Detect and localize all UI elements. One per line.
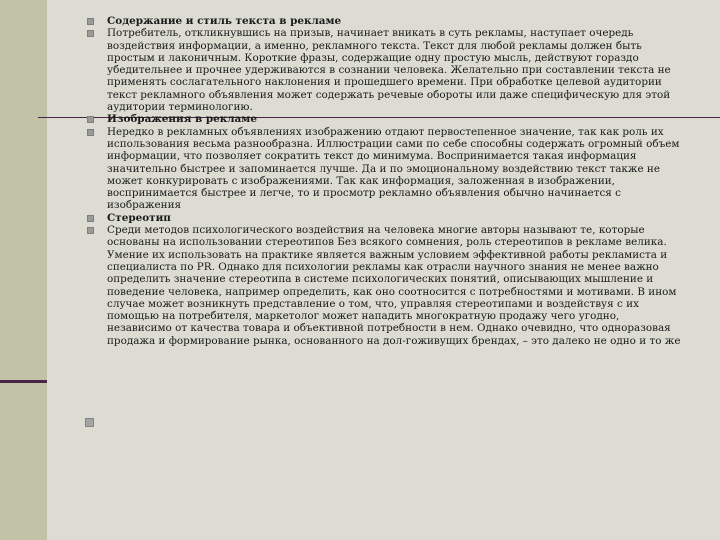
heading-advertising-text xyxy=(86,15,686,27)
sidebar-accent-line xyxy=(0,380,47,383)
heading-text: Изображения в рекламе xyxy=(107,113,257,126)
paragraph-text: Среди методов психологического воздействия на человека многие авторы называют те, которые основаны на использовании стереотипов Без всякого сомнения, роль стереотипов в рекламе велика. Умение их использовать на практике является важным условием эффективной работы рекламиста и специалиста по PR. Однако для психологии рекламы как отрасли научного знания не менее важно определить значение стереотипа в системе психологических понятий, описывающих мышление и поведение человека, например определить, как оно соотносится с потребностями и мотивами. В ином случае может возникнуть представление о том, что, управляя стереотипами и воздействуя с их помощью на потребителя, маркетолог может нападить многократную продажу чего угодно, независимо от качества товара и объективной потребности в нем. Однако очевидно, что одноразовая продажа и формирование рынка, основанного на дол-гоживущих брендах, – это далеко не одно и то же xyxy=(107,224,681,347)
bullet-square-icon xyxy=(87,18,94,25)
heading-text: Содержание и стиль текста в рекламе xyxy=(107,15,342,27)
paragraph-advertising-text xyxy=(86,27,686,113)
bullet-square-icon xyxy=(87,227,94,234)
slide-sidebar xyxy=(0,0,47,540)
bullet-square-icon xyxy=(87,215,94,222)
paragraph-stereotype xyxy=(86,224,686,347)
heading-images xyxy=(86,113,686,125)
paragraph-text: Нередко в рекламных объявлениях изображению отдают первостепенное значение, так как роль их использования весьма разнообразна. Иллюстрации сами по себе способны содержать огромный объем информации, что позволяет сократить текст до минимума. Воспринимается такая информация значительно быстрее и запоминается лучше. Да и по эмоциональному воздействию текст также не может конкурировать с изображениями. Так как информация, заложенная в изображении, воспринимается быстрее и легче, то и просмотр рекламно объявления обычно начинается с изображения xyxy=(107,125,680,212)
heading-stereotype xyxy=(86,212,686,224)
bullet-square-icon xyxy=(87,116,94,123)
bullet-square-icon xyxy=(87,129,94,136)
heading-text: Стереотип xyxy=(107,211,171,224)
bullet-square-icon xyxy=(87,30,94,37)
empty-bullet-icon xyxy=(85,418,94,427)
paragraph-images xyxy=(86,126,686,212)
slide-body xyxy=(86,15,686,347)
paragraph-text: Потребитель, откликнувшись на призыв, начинает вникать в суть рекламы, наступает очередь воздействия информации, а именно, рекламного текста. Текст для любой рекламы должен быть простым и лаконичным. Короткие фразы, содержащие одну простую мысль, действуют гораздо убедительнее и прочнее удерживаются в сознании человека. Желательно при составлении текста не применять сослагательного наклонения и прошедшего времени. При обработке целевой аудитории текст рекламного объявления может содержать речевые обороты или даже специфическую для этой аудитории терминологию. xyxy=(107,27,671,114)
